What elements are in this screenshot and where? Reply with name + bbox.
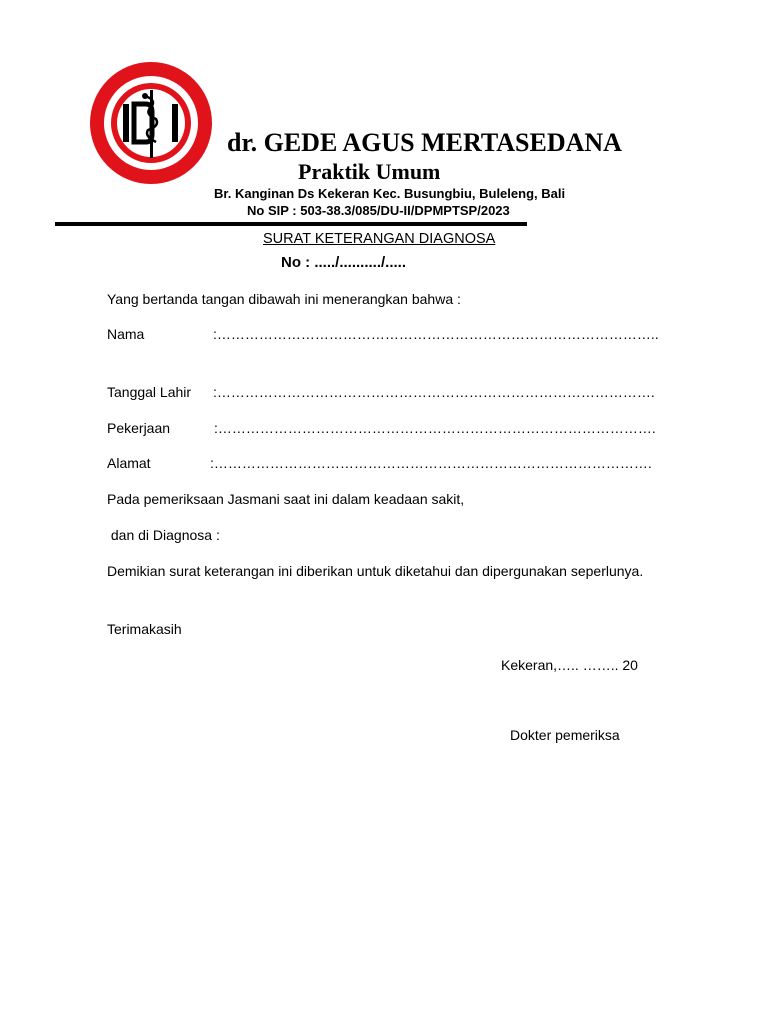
field-label-tanggal-lahir: Tanggal Lahir [107, 384, 192, 400]
signer-title: Dokter pemeriksa [510, 727, 620, 743]
place-date: Kekeran,….. …….. 20 [501, 657, 638, 673]
field-value-pekerjaan: :…………………………………………………………………………………. [214, 420, 656, 436]
document-title: SURAT KETERANGAN DIAGNOSA [263, 231, 496, 247]
header-divider [55, 222, 527, 226]
field-label-pekerjaan: Pekerjaan [107, 420, 171, 436]
sip-number: No SIP : 503-38.3/085/DU-II/DPMPTSP/2023 [247, 203, 510, 218]
field-value-tanggal-lahir: :…………………………………………………………………………………. [213, 384, 655, 400]
field-label-nama: Nama [107, 326, 145, 342]
field-value-nama: :………………………………………………………………………………….. [213, 326, 659, 342]
document-number: No : ...../........../..... [281, 254, 407, 271]
idi-logo [90, 62, 212, 184]
practice-address: Br. Kanginan Ds Kekeran Kec. Busungbiu, Buleleng, Bali [214, 186, 566, 201]
closing-text: Demikian surat keterangan ini diberikan untuk diketahui dan dipergunakan seperlunya. [107, 563, 644, 579]
field-value-alamat: :…………………………………………………………………………………. [210, 455, 652, 471]
doctor-name: dr. GEDE AGUS MERTASEDANA [227, 128, 622, 157]
practice-type: Praktik Umum [298, 159, 441, 184]
exam-text: Pada pemeriksaan Jasmani saat ini dalam keadaan sakit, [107, 491, 465, 507]
intro-text: Yang bertanda tangan dibawah ini menerangkan bahwa : [107, 291, 461, 307]
diagnosis-text: dan di Diagnosa : [107, 527, 220, 543]
field-label-alamat: Alamat [107, 455, 151, 471]
thanks-text: Terimakasih [107, 621, 182, 637]
